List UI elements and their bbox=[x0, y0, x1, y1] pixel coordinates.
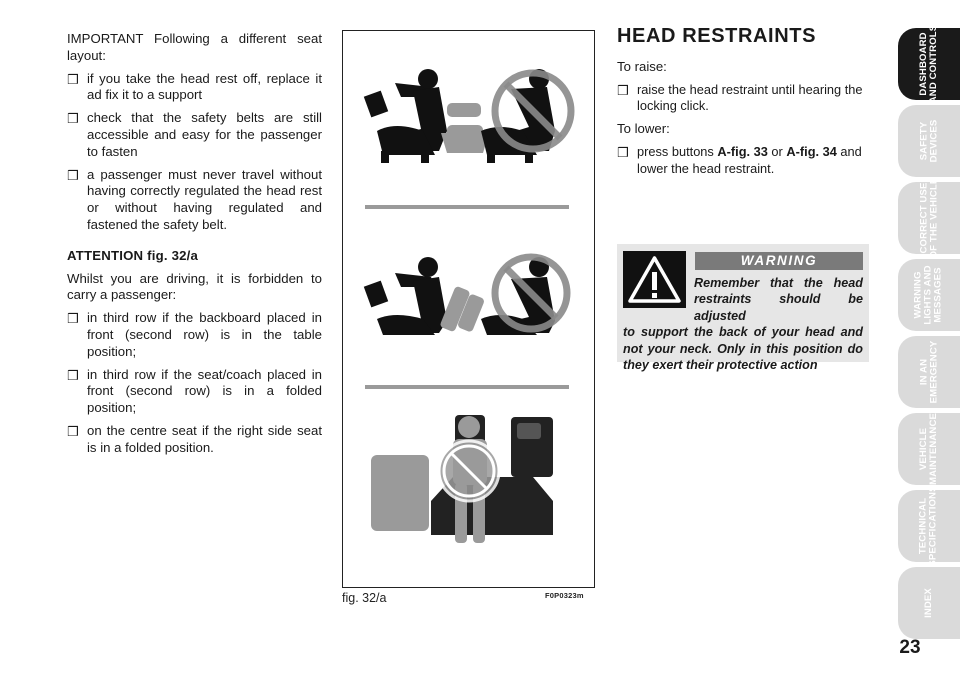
warning-box bbox=[617, 244, 869, 373]
page-number: 23 bbox=[899, 637, 921, 658]
right-text-column bbox=[617, 25, 869, 184]
warning-label: WARNING bbox=[695, 252, 863, 270]
figure-code: F0P0323m bbox=[545, 591, 584, 600]
attention-intro: Whilst you are driving, it is forbidden to carry a passenger: bbox=[67, 270, 322, 303]
list-item: ❒ press buttons A-fig. 33 or A-fig. 34 and lower the head restraint. bbox=[617, 143, 862, 176]
tab-warning-lights-and-messages[interactable]: WARNING LIGHTS AND MESSAGES bbox=[898, 259, 960, 331]
figure-32a-panel bbox=[342, 30, 595, 588]
list-item: ❒ a passenger must never travel without having correctly regulated the head rest or without having regulated and fastened the safety belt. bbox=[67, 166, 322, 232]
panel-1-table-position bbox=[364, 69, 571, 163]
warning-text: Remember that the head restraints should be adjusted to support the back of your head and not your neck. Only in this position do they exert their protective action bbox=[623, 276, 863, 373]
driver-seat-icon bbox=[364, 257, 447, 335]
checkbox-bullet-icon: ❒ bbox=[67, 367, 79, 383]
left-text-column bbox=[67, 31, 322, 463]
table-seat-icon bbox=[441, 103, 489, 153]
tab-index[interactable]: INDEX bbox=[898, 567, 960, 639]
figure-caption: fig. 32/a bbox=[342, 591, 387, 605]
figure-reference: A-fig. 33 bbox=[717, 143, 768, 159]
tab-in-an-emergency[interactable]: IN AN EMERGENCY bbox=[898, 336, 960, 408]
folded-seat-icon bbox=[439, 286, 485, 333]
checkbox-bullet-icon: ❒ bbox=[67, 111, 79, 127]
driver-seat-icon bbox=[364, 69, 447, 163]
checkbox-bullet-icon: ❒ bbox=[617, 82, 629, 98]
panel-3-centre-seat bbox=[371, 415, 553, 543]
tab-technical-specifications[interactable]: TECHNICAL SPECIFICATIONS bbox=[898, 490, 960, 562]
seat-layout-illustration bbox=[343, 31, 596, 589]
figure-reference: A-fig. 34 bbox=[786, 143, 837, 159]
raise-label: To raise: bbox=[617, 58, 667, 74]
section-title: HEAD RESTRAINTS bbox=[617, 25, 817, 47]
checkbox-bullet-icon: ❒ bbox=[67, 311, 79, 327]
lower-label: To lower: bbox=[617, 121, 670, 137]
tab-correct-use-of-the-vehicle[interactable]: CORRECT USE OF THE VEHICLE bbox=[898, 182, 960, 254]
list-item: ❒ on the centre seat if the right side seat is in a folded position. bbox=[67, 422, 322, 455]
list-item: ❒ if you take the head rest off, replace it ad fix it to a support bbox=[67, 70, 322, 103]
attention-heading: ATTENTION fig. 32/a bbox=[67, 247, 199, 263]
checkbox-bullet-icon: ❒ bbox=[67, 167, 79, 183]
checkbox-bullet-icon: ❒ bbox=[67, 423, 79, 439]
panel-2-folded-position bbox=[364, 257, 567, 335]
list-item: ❒ raise the head restraint until hearing the locking click. bbox=[617, 81, 863, 114]
list-item: ❒ in third row if the seat/coach placed in front (second row) is in a folded position; bbox=[67, 366, 322, 416]
tab-safety-devices[interactable]: SAFETY DEVICES bbox=[898, 105, 960, 177]
folded-side-seat-icon bbox=[371, 455, 429, 531]
intro-paragraph: IMPORTANT Following a different seat layout: bbox=[67, 31, 322, 63]
list-item: ❒ in third row if the backboard placed in front (second row) is in the table position; bbox=[67, 310, 322, 359]
prohibition-icon bbox=[439, 441, 499, 501]
checkbox-bullet-icon: ❒ bbox=[617, 144, 629, 160]
list-item: ❒ check that the safety belts are still accessible and easy for the passenger to fasten bbox=[67, 110, 322, 159]
tab-vehicle-maintenance[interactable]: VEHICLE MAINTENANCE bbox=[898, 413, 960, 485]
checkbox-bullet-icon: ❒ bbox=[67, 71, 79, 87]
tab-dashboard-and-controls[interactable]: DASHBOARD AND CONTROLS bbox=[898, 28, 960, 100]
